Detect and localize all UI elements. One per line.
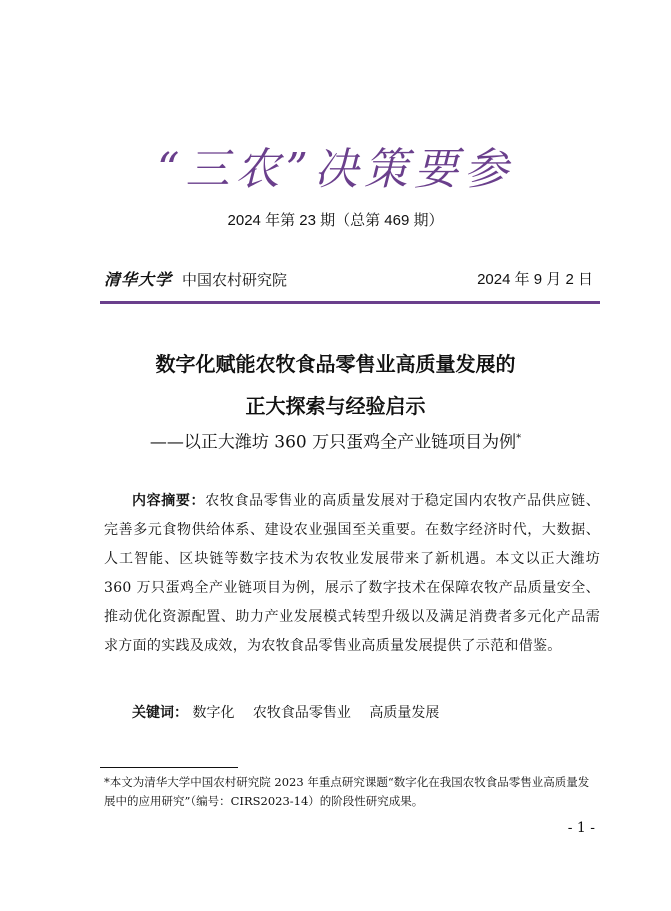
- subtitle-text: ——以正大潍坊 360 万只蛋鸡全产业链项目为例: [149, 432, 517, 453]
- footnote-mark: *: [516, 433, 522, 444]
- footnote-divider: [100, 767, 238, 768]
- publish-date: 2024 年 9 月 2 日: [477, 271, 593, 288]
- university-logo: 清华大学: [104, 270, 173, 289]
- masthead-title: “三农”决策要参: [157, 144, 514, 195]
- institute-name: 中国农村研究院: [182, 271, 288, 289]
- article-title-line1: 数字化赋能农牧食品零售业高质量发展的: [155, 352, 516, 376]
- abstract-label: 内容摘要：: [132, 493, 206, 509]
- header-rule: [100, 301, 600, 304]
- footnote: *本文为清华大学中国农村研究院 2023 年重点研究课题“数字化在我国农牧食品零售业高质量发展中的应用研究”（编号：CIRS2023-14）的阶段性研究成果。: [104, 775, 590, 808]
- keyword-item: 高质量发展: [369, 705, 440, 721]
- issue-number: 2024 年第 23 期（总第 469 期）: [227, 212, 444, 229]
- abstract: [104, 487, 600, 661]
- abstract-text: 农牧食品零售业的高质量发展对于稳定国内农牧产品供应链、完善多元食物供给体系、建设农业强国至关重要。在数字经济时代，大数据、人工智能、区块链等数字技术为农牧业发展带来了新机遇。本文以正大潍坊 360 万只蛋鸡全产业链项目为例，展示了数字技术在保障农牧产品质量安全、推动优化资源配置、助力产业发展模式转型升级以及满足消费者多元化产品需求方面的实践及成效，为农牧食品零售业高质量发展提供了示范和借鉴。: [104, 493, 601, 654]
- keywords: [104, 701, 453, 725]
- article-title-line2: 正大探索与经验启示: [245, 394, 426, 418]
- keyword-item: 农牧食品零售业: [252, 705, 351, 721]
- page-number: - 1 -: [567, 820, 595, 836]
- keywords-label: 关键词：: [132, 705, 188, 721]
- publisher: [104, 270, 287, 290]
- keyword-item: 数字化: [192, 705, 235, 721]
- article-subtitle: [0, 427, 671, 455]
